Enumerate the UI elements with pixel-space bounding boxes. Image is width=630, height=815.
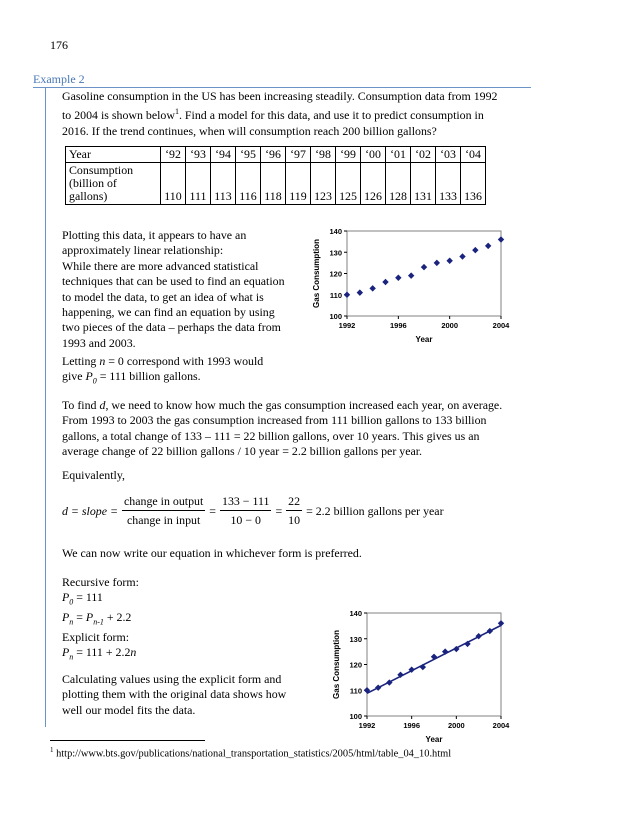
var-sub: 0 (69, 597, 74, 607)
find-d-paragraph (62, 398, 532, 460)
fraction-change (122, 494, 205, 528)
x-tick-label: 1992 (358, 721, 376, 730)
table-value-cell: 131 (411, 163, 436, 205)
footnote (50, 746, 451, 759)
eq-rhs: = 2.2 billion gallons per year (306, 503, 444, 518)
intro-text: to 2004 is shown below (62, 108, 175, 123)
footnote-mark: 1 (50, 746, 54, 754)
table-value-cell: 136 (461, 163, 486, 205)
plot-area (367, 613, 501, 716)
page-number: 176 (50, 38, 68, 52)
var-p: P (62, 590, 70, 605)
text: , we need to know how much the gas consumption increased each year, on average. (105, 398, 503, 412)
x-tick-label: 1996 (403, 721, 421, 730)
eq-lhs: d = slope = (62, 503, 119, 518)
table-row (66, 163, 486, 205)
table-value-cell: 111 (186, 163, 211, 205)
var-sub: n-1 (93, 617, 104, 627)
text: Letting (62, 354, 100, 368)
explicit-title: Explicit form: (62, 630, 130, 644)
text-line: average change of 22 billion gallons / 10 year = 2.2 billion gallons per year. (62, 444, 423, 459)
calculating-paragraph (62, 672, 302, 718)
example-left-rule (45, 87, 46, 727)
text-line: From 1993 to 2003 the gas consumption increased from 111 billion gallons to 133 billion (62, 413, 487, 428)
frac-denominator: 10 (286, 510, 302, 528)
text: To find (62, 398, 100, 412)
table-value-cell: 123 (311, 163, 336, 205)
text: give (62, 369, 86, 384)
intro-paragraph (62, 89, 532, 139)
var-n: n (99, 354, 106, 368)
text-line: approximately linear relationship: (62, 243, 224, 258)
eq-sign: = (209, 503, 216, 518)
table-year-cell: ‘96 (261, 147, 286, 163)
intro-line: Gasoline consumption in the US has been increasing steadily. Consumption data from 1992 (62, 89, 498, 103)
plot-area (347, 231, 501, 316)
eq-sign: = (275, 503, 283, 518)
table-year-cell: ‘01 (386, 147, 411, 163)
y-tick-label: 120 (329, 269, 342, 279)
y-tick-label: 110 (329, 290, 342, 300)
text-line: plotting them with the original data shows how (62, 687, 287, 702)
explicit-line (62, 645, 136, 665)
text-line: 1993 and 2003. (62, 335, 136, 350)
x-axis-label: Year (425, 735, 443, 744)
frac-numerator: 22 (288, 494, 301, 508)
y-axis-label: Gas Consumption (332, 630, 341, 699)
var-p: P (62, 610, 70, 625)
text-line: two pieces of the data – perhaps the data from (62, 320, 281, 335)
frac-numerator: 133 − 111 (222, 494, 270, 508)
x-tick-label: 1996 (389, 321, 407, 330)
table-value-cell: 128 (386, 163, 411, 205)
table-year-cell: ‘93 (186, 147, 211, 163)
fraction-result (286, 494, 302, 528)
row-label-line: gallons) (69, 189, 108, 203)
row-label-line: (billion of (69, 176, 117, 190)
plotting-paragraph (62, 228, 302, 351)
y-tick-label: 110 (349, 686, 362, 696)
text-line (62, 354, 302, 369)
table-year-cell: ‘95 (236, 147, 261, 163)
frac-denominator: change in input (122, 510, 205, 528)
text-line: While there are more advanced statistical (62, 258, 259, 273)
y-tick-label: 130 (329, 248, 342, 258)
table-year-cell: ‘03 (436, 147, 461, 163)
text-line: Plotting this data, it appears to have an (62, 228, 247, 242)
table-value-cell: 119 (286, 163, 311, 205)
y-tick-label: 120 (349, 660, 362, 670)
text: = (73, 610, 86, 625)
table-header-consumption (66, 163, 161, 205)
x-tick-label: 2004 (492, 721, 510, 730)
text-line: to model the data, to get an idea of what is (62, 289, 264, 304)
intro-text: . Find a model for this data, and use it to predict consumption in (178, 108, 484, 123)
table-row (66, 147, 486, 163)
var-d: d (99, 398, 106, 412)
var-sub: n (69, 652, 74, 662)
x-tick-label: 2000 (441, 321, 459, 330)
var-p: P (85, 610, 94, 625)
table-value-cell: 118 (261, 163, 286, 205)
var-sub: 0 (92, 376, 97, 386)
var-sub: n (69, 617, 74, 627)
table-year-cell: ‘00 (361, 147, 386, 163)
consumption-table (65, 146, 486, 205)
y-tick-label: 130 (349, 634, 362, 644)
table-year-cell: ‘98 (311, 147, 336, 163)
table-value-cell: 133 (436, 163, 461, 205)
table-value-cell: 125 (336, 163, 361, 205)
explicit-form (62, 630, 136, 665)
text: = 111 + 2.2 (73, 645, 131, 660)
text: = 111 (73, 590, 103, 605)
intro-line: 2016. If the trend continues, when will consumption reach 200 billion gallons? (62, 123, 437, 138)
frac-numerator: change in output (124, 494, 204, 508)
text-line: well our model fits the data. (62, 702, 196, 717)
x-tick-label: 2004 (492, 321, 510, 330)
table-year-cell: ‘97 (286, 147, 311, 163)
equivalently-text: Equivalently, (62, 468, 125, 482)
gas-consumption-model-chart (325, 605, 520, 750)
table-value-cell: 113 (211, 163, 236, 205)
x-tick-label: 2000 (447, 721, 465, 730)
table-value-cell: 110 (161, 163, 186, 205)
text-line: happening, we can find an equation by using (62, 305, 275, 320)
text-line (62, 369, 302, 389)
table-year-cell: ‘02 (411, 147, 436, 163)
y-axis-label: Gas Consumption (312, 239, 321, 308)
text: + 2.2 (103, 610, 132, 625)
table-value-cell: 116 (236, 163, 261, 205)
y-tick-label: 100 (349, 712, 362, 721)
text: = 0 correspond with 1993 would (105, 354, 264, 368)
example-top-rule (33, 87, 531, 88)
gas-consumption-chart (305, 225, 520, 355)
table-header-year: Year (66, 147, 161, 163)
slope-equation (62, 494, 444, 528)
table-year-cell: ‘94 (211, 147, 236, 163)
footnote-ref: 1 (174, 107, 179, 117)
y-tick-label: 140 (349, 609, 362, 618)
table-year-cell: ‘92 (161, 147, 186, 163)
row-label-line: Consumption (69, 163, 134, 177)
y-tick-label: 100 (329, 312, 342, 321)
table-value-cell: 126 (361, 163, 386, 205)
recursive-title: Recursive form: (62, 575, 139, 589)
fraction-values (220, 494, 271, 528)
intro-line (62, 104, 532, 123)
recursive-line-1 (62, 590, 139, 610)
text-line: techniques that can be used to find an equation (62, 274, 285, 289)
text-line: Calculating values using the explicit form and (62, 672, 282, 686)
x-axis-label: Year (415, 335, 433, 344)
y-tick-label: 140 (329, 227, 342, 236)
example-label: Example 2 (33, 72, 85, 86)
var-n: n (130, 645, 137, 660)
x-tick-label: 1992 (338, 321, 356, 330)
text-line: gallons, a total change of 133 – 111 = 22 billion gallons, over 10 years. This gives us an (62, 428, 480, 443)
write-equation-text: We can now write our equation in whichever form is preferred. (62, 546, 362, 560)
recursive-form (62, 575, 139, 630)
frac-denominator: 10 − 0 (220, 510, 271, 528)
var-p: P (62, 645, 70, 660)
footnote-url: http://www.bts.gov/publications/national_transportation_statistics/2005/html/table_04_10.html (53, 748, 452, 760)
table-year-cell: ‘04 (461, 147, 486, 163)
var-p: P (85, 369, 93, 384)
letting-paragraph (62, 354, 302, 389)
footnote-rule (50, 740, 205, 741)
recursive-line-2 (62, 610, 139, 630)
text-line (62, 398, 532, 413)
text: = 111 billion gallons. (96, 369, 201, 384)
table-year-cell: ‘99 (336, 147, 361, 163)
